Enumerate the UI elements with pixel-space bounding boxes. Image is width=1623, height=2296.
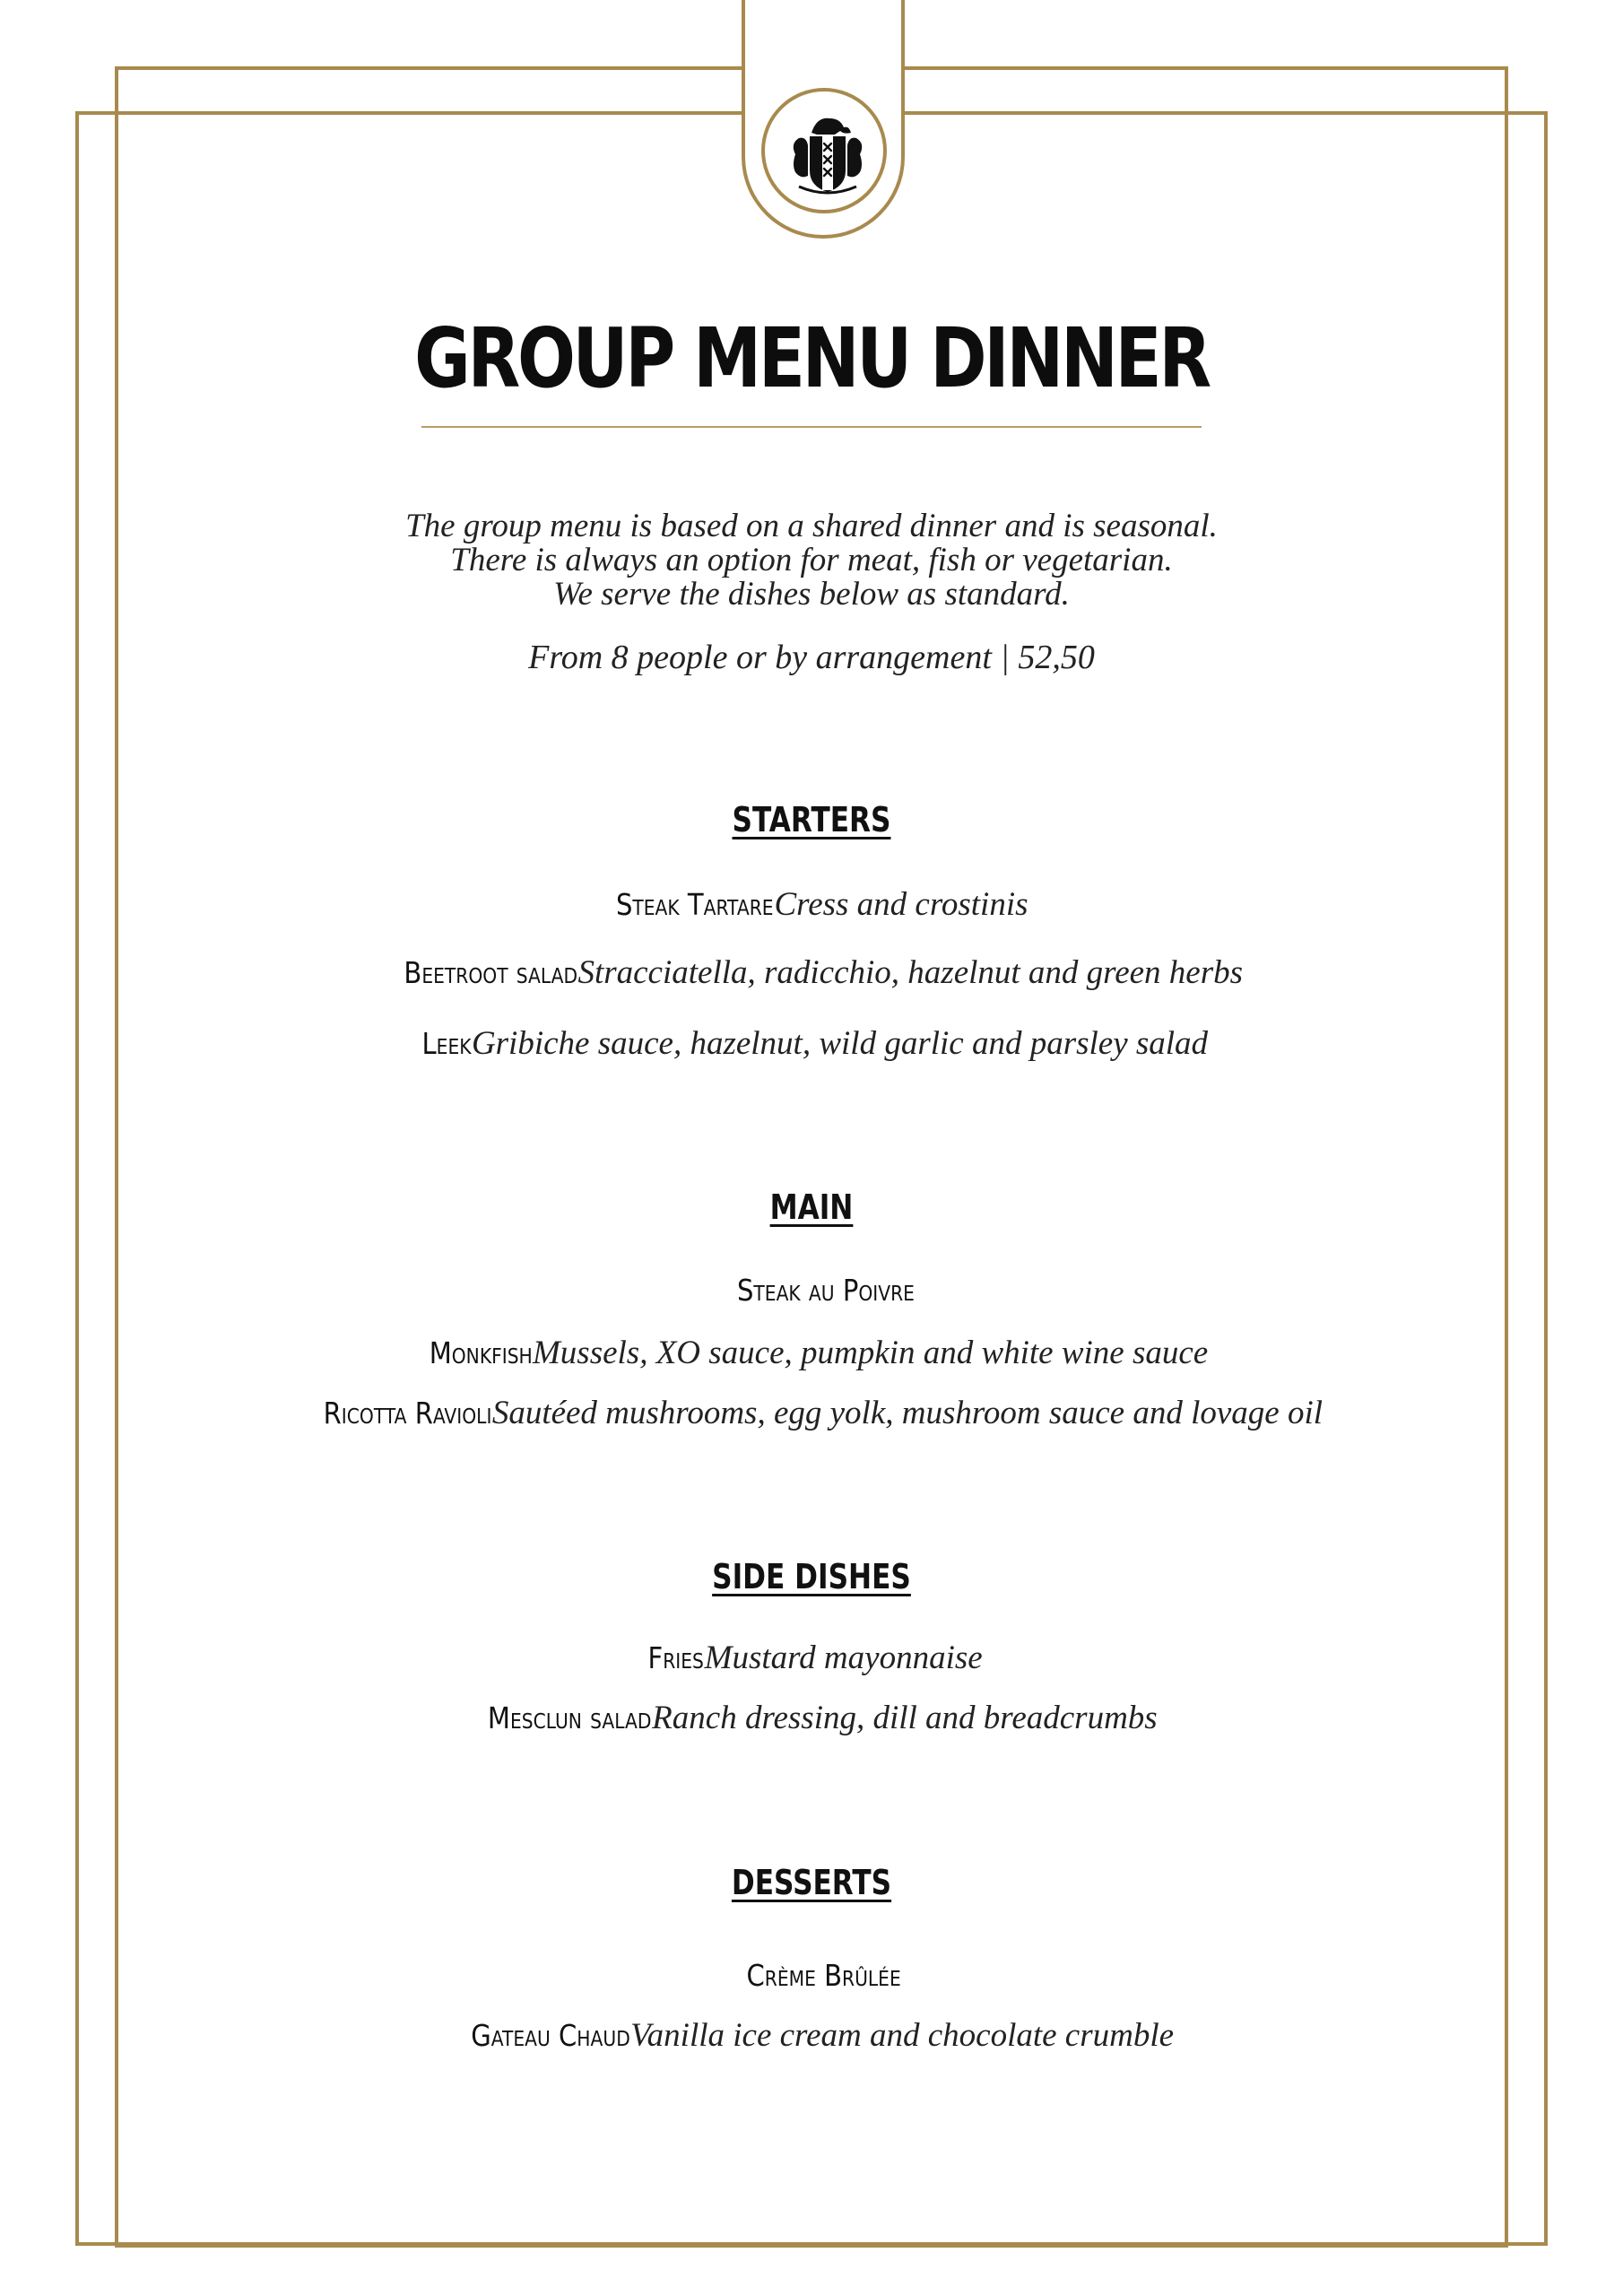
- dish-description: Ranch dressing, dill and breadcrumbs: [652, 1700, 1158, 1736]
- dish-description: Gribiche sauce, hazelnut, wild garlic and parsley salad: [471, 1025, 1209, 1062]
- dish-item: [0, 1333, 1623, 1380]
- dish-item: [0, 1955, 1623, 2003]
- section-title-desserts: DESSERTS: [731, 1863, 892, 1902]
- dish-item: [0, 952, 1623, 1000]
- dish-name: Ricotta Ravioli: [323, 1396, 492, 1431]
- dish-description: Stracciatella, radicchio, hazelnut and green herbs: [577, 954, 1244, 991]
- price-line: From 8 people or by arrangement | 52,50: [528, 639, 1095, 676]
- logo-badge: [761, 88, 887, 213]
- dish-name: Crème Brûlée: [746, 1958, 901, 1993]
- dish-description: Cress and crostinis: [774, 886, 1028, 923]
- dish-name: Fries: [647, 1640, 705, 1675]
- dish-name: Monkfish: [429, 1335, 533, 1370]
- section-title-side-dishes: SIDE DISHES: [712, 1557, 911, 1596]
- dish-item: [0, 1270, 1623, 1318]
- dish-description: Mustard mayonnaise: [704, 1639, 983, 1676]
- dish-name: Mesclun salad: [488, 1700, 652, 1735]
- dish-description: Vanilla ice cream and chocolate crumble: [630, 2017, 1175, 2054]
- intro-line: We serve the dishes below as standard.: [553, 576, 1070, 613]
- page-title: GROUP MENU DINNER: [414, 310, 1209, 406]
- dish-description: Mussels, XO sauce, pumpkin and white wine sauce: [532, 1335, 1209, 1371]
- dish-name: Steak Tartare: [616, 887, 775, 922]
- title-divider: [421, 426, 1202, 428]
- dish-name: Gateau Chaud: [471, 2018, 630, 2053]
- dish-name: Steak au Poivre: [736, 1273, 915, 1308]
- dish-item: [0, 1698, 1623, 1745]
- dish-item: [0, 2015, 1623, 2063]
- dish-name: Beetroot salad: [404, 955, 577, 990]
- dish-item: [0, 1023, 1623, 1071]
- amsterdam-crest-icon: [772, 99, 883, 210]
- dish-name: Leek: [421, 1026, 472, 1061]
- dish-description: Sautéed mushrooms, egg yolk, mushroom sauce and lovage oil: [491, 1395, 1324, 1431]
- section-title-main: MAIN: [769, 1187, 854, 1227]
- dish-item: [0, 884, 1623, 932]
- dish-item: [0, 1638, 1623, 1685]
- intro-line: There is always an option for meat, fish or vegetarian.: [450, 542, 1173, 578]
- dish-item: [0, 1393, 1623, 1440]
- intro-line: The group menu is based on a shared dinner and is seasonal.: [405, 508, 1218, 544]
- section-title-starters: STARTERS: [732, 800, 891, 839]
